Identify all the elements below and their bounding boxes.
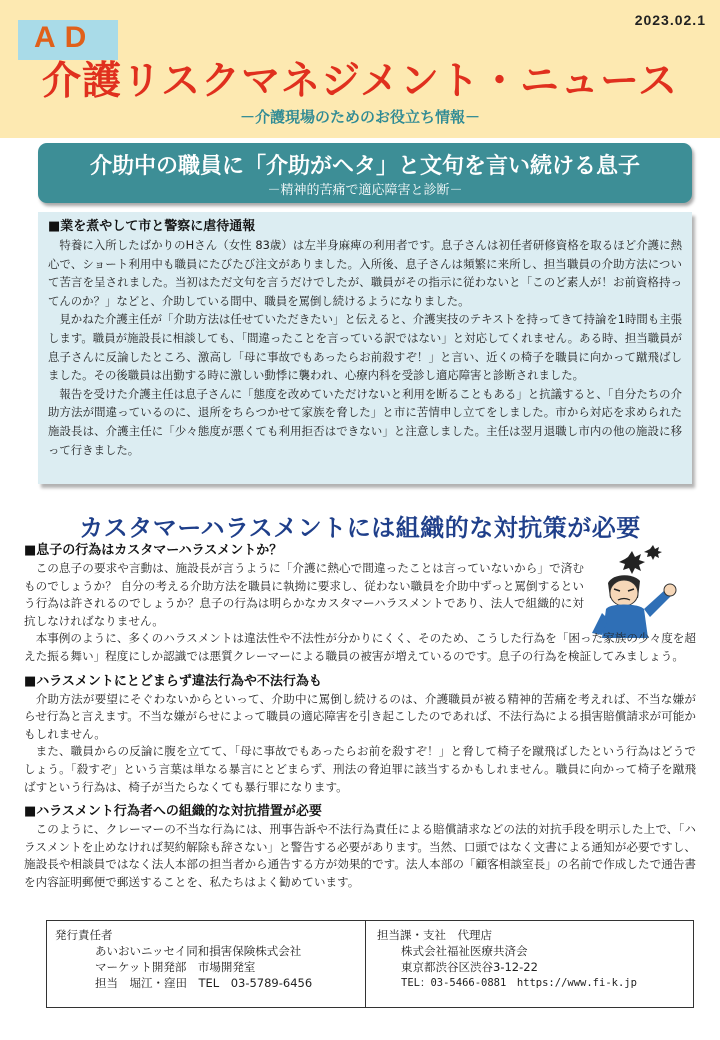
agent-contact[interactable]: TEL：03-5466-0881 https://www.fi-k.jp bbox=[401, 977, 637, 989]
newsletter-title: 介護リスクマネジメント・ニュース bbox=[41, 59, 679, 104]
case-paragraph: 特養に入所したばかりのHさん（女性 83歳）は左半身麻痺の利用者です。息子さんは初任者研修資格を取るほど介護に熱心で、ショート利用中も職員にたびたび注文がありました。入所後、息子さんは頻繁に来所し、担当職員の介助方法について苦言を呈されました。当初はただ文句を言うだけでしたが、職員がその指示に従わないと「このど素人が！お前資格持ってんのか？」などと、介助している間中、職員を罵倒し続けるようになりました。 bbox=[48, 238, 682, 308]
publisher-info bbox=[55, 927, 312, 991]
headline-banner bbox=[38, 143, 692, 203]
agent-address: 東京都渋谷区渋谷3-12-22 bbox=[401, 960, 538, 974]
publisher-company: あいおいニッセイ同和損害保険株式会社 bbox=[95, 944, 302, 958]
publisher-contact: 担当 堀江・窪田 TEL 03-5789-6456 bbox=[95, 976, 313, 990]
block-heading: ■息子の行為はカスタマーハラスメントか？ bbox=[24, 543, 283, 558]
footer-divider bbox=[365, 921, 366, 1007]
issue-date: 2023.02.1 bbox=[634, 12, 706, 28]
ad-logo-text: AD bbox=[34, 21, 96, 54]
block-paragraph: 介助方法が要望にそぐわないからといって、介助中に罵倒し続けるのは、介護職員が被る精神的苦痛を考えれば、不当な嫌がらせ行為と言えます。不当な嫌がらせによって職員の適応障害を引き起こしたのであれば、不法行為による損害賠償請求が可能かもしれません。 bbox=[24, 691, 696, 741]
block-paragraph: また、職員からの反論に腹を立てて、「母に事故でもあったらお前を殺すぞ！」と脅して椅子を蹴飛ばしたという行為はどうでしょう。「殺すぞ」という言葉は単なる暴言にとどまらず、刑法の脅迫罪に該当するかもしれません。職員に向かって椅子を蹴飛ばすという行為は、椅子が当たらなくても暴行罪になります。 bbox=[24, 744, 696, 794]
agent-info bbox=[377, 927, 637, 991]
publisher-label: 発行責任者 bbox=[55, 928, 113, 942]
newsletter-subtitle: －介護現場のためのお役立ち情報－ bbox=[239, 108, 480, 126]
header-band bbox=[0, 0, 720, 138]
block-heading: ■ハラスメント行為者への組織的な対抗措置が必要 bbox=[24, 804, 322, 820]
footer-box bbox=[46, 920, 694, 1008]
block-paragraph: この息子の要求や言動は、施設長が言うように「介護に熱心で間違ったことは言っていないから」で済むものでしょうか？ 自分の考える介助方法を職員に執拗に要求し、従わない職員を介助中ずっと罵倒するという行為は許されるのでしょうか？息子の行為は明らかなカスタマーハラスメントであり、法人で組織的に対抗しなければなりません。 bbox=[24, 561, 584, 628]
case-paragraph: 見かねた介護主任が「介助方法は任せていただきたい」と伝えると、介護実技のテキストを持ってきて持論を1時間も主張します。職員が施設長に相談しても、「間違ったことを言っている訳ではない」と対応してくれません。ある時、担当職員が息子さんに反論したところ、激高し「母に事故でもあったらお前殺すぞ！」と言い、近くの椅子を職員に向かって蹴飛ばしました。その後職員は出勤する時に激しい動悸に襲われ、心療内科を受診し適応障害と診断されました。 bbox=[48, 312, 682, 383]
case-heading: ■業を煮やして市と警察に虐待通報 bbox=[48, 219, 256, 234]
publisher-dept: マーケット開発部 市場開発室 bbox=[95, 960, 256, 974]
block-paragraph: 本事例のように、多くのハラスメントは違法性や不法性が分かりにくく、そのため、こうした行為を「困った家族の少々度を超えた振る舞い」程度にしか認識では悪質クレーマーによる職員の被害が増えているのです。息子の行為を検証してみましょう。 bbox=[24, 631, 696, 663]
section-title: カスタマーハラスメントには組織的な対抗策が必要 bbox=[79, 514, 641, 542]
headline-subtitle: －精神的苦痛で適応障害と診断－ bbox=[267, 183, 463, 198]
block-paragraph: このように、クレーマーの不当な行為には、刑事告訴や不法行為責任による賠償請求などの法的対抗手段を明示した上で、「ハラスメントを止めなければ契約解除も辞さない」と警告する必要があります。当然、口頭ではなく文書による通知が必要ですし、施設長や相談員ではなく法人本部の担当者から通告する方が効果的です。法人本部の「顧客相談室長」の名前で作成したで通告書を内容証明郵便で郵送することを、私たちはよく勧めています。 bbox=[24, 822, 696, 889]
agent-label: 担当課・支社 代理店 bbox=[377, 928, 492, 942]
agent-company: 株式会社福祉医療共済会 bbox=[401, 944, 528, 958]
headline-title: 介助中の職員に「介助がヘタ」と文句を言い続ける息子 bbox=[89, 154, 640, 179]
case-study-box bbox=[38, 212, 692, 484]
case-paragraph: 報告を受けた介護主任は息子さんに「態度を改めていただけないと利用を断ることもある」と抗議すると、「自分たちの介助方法が間違っているのに、退所をちらつかせて家族を脅した」と市に苦情申し立てをしました。市から対応を求められた施設長は、介護主任に「少々態度が悪くても利用拒否はできない」と注意しました。主任は翌月退職し市内の他の施設に移って行きました。 bbox=[48, 386, 682, 457]
block-heading: ■ハラスメントにとどまらず違法行為や不法行為も bbox=[24, 673, 322, 689]
section-body bbox=[24, 542, 696, 892]
